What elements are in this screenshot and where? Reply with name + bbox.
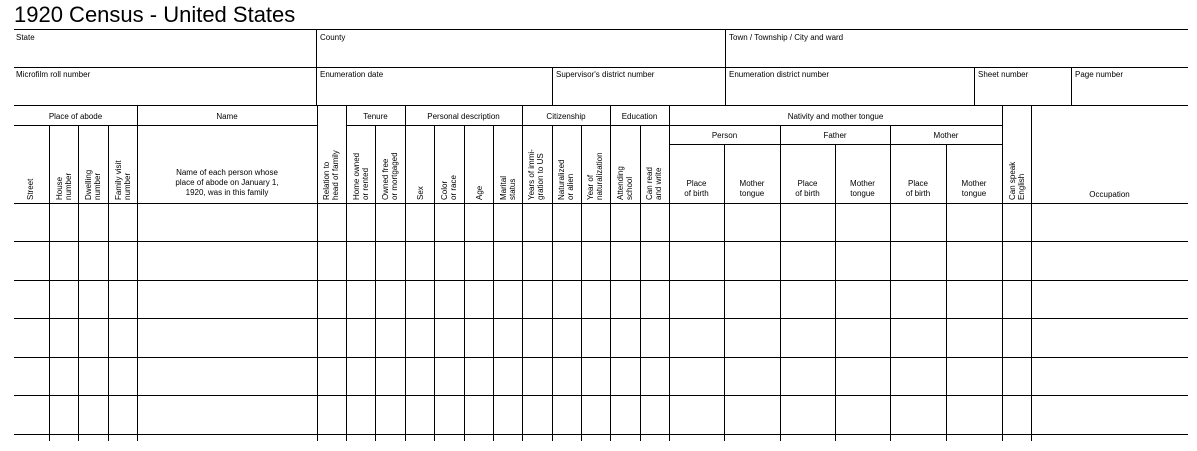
table-row[interactable] xyxy=(14,281,1188,318)
col-house-number: House number xyxy=(55,172,73,200)
col-home-owned: Home owned or rented xyxy=(352,152,370,200)
col-relation: Relation to head of family xyxy=(322,150,340,200)
group-education: Education xyxy=(621,112,658,121)
group-place-of-abode: Place of abode xyxy=(48,112,103,121)
group-tenure: Tenure xyxy=(363,112,388,121)
col-person-place-of-birth: Place of birth xyxy=(684,179,709,198)
microfilm-field[interactable]: Microfilm roll number xyxy=(16,70,91,79)
page-title: 1920 Census - United States xyxy=(14,2,296,27)
table-row[interactable] xyxy=(14,396,1188,434)
group-person: Person xyxy=(711,131,738,140)
group-father: Father xyxy=(823,131,847,140)
page-number-field[interactable]: Page number xyxy=(1075,70,1124,79)
col-person-mother-tongue: Mother tongue xyxy=(739,179,765,198)
col-mother-place-of-birth: Place of birth xyxy=(905,179,931,198)
col-age: Age xyxy=(475,185,484,200)
col-street: Street xyxy=(26,178,35,200)
col-father-mother-tongue: Mother tongue xyxy=(850,179,875,198)
county-field[interactable]: County xyxy=(320,33,346,42)
col-sex: Sex xyxy=(416,186,425,200)
group-nativity: Nativity and mother tongue xyxy=(787,112,884,121)
col-read-write: Can read and write xyxy=(645,167,663,200)
col-family-visit-number: Family visit number xyxy=(114,160,132,200)
col-years-immigration: Years of immi- gration to US xyxy=(527,149,545,200)
sheet-number-field[interactable]: Sheet number xyxy=(978,70,1029,79)
group-name: Name xyxy=(216,112,238,121)
group-citizenship: Citizenship xyxy=(546,112,586,121)
col-father-place-of-birth: Place of birth xyxy=(795,179,820,198)
enumeration-date-field[interactable]: Enumeration date xyxy=(320,70,384,79)
col-mother-mother-tongue: Mother tongue xyxy=(961,179,987,198)
table-row[interactable] xyxy=(14,204,1188,241)
table-row[interactable] xyxy=(14,242,1188,280)
col-naturalized: Naturalized or alien xyxy=(557,159,575,200)
group-mother: Mother xyxy=(933,131,959,140)
col-marital-status: Marital status xyxy=(499,175,517,200)
col-dwelling-number: Dwelling number xyxy=(84,169,102,200)
col-speak-english: Can speak English xyxy=(1008,161,1026,200)
state-field[interactable]: State xyxy=(16,33,35,42)
col-attending-school: Attending school xyxy=(616,166,634,200)
col-color-race: Color or race xyxy=(440,175,458,200)
col-owned-free: Owned free or mortgaged xyxy=(381,152,399,200)
group-personal-description: Personal description xyxy=(427,112,500,121)
table-row[interactable] xyxy=(14,358,1188,395)
town-field[interactable]: Town / Township / City and ward xyxy=(729,33,844,42)
table-row[interactable] xyxy=(14,319,1188,357)
enumeration-district-field[interactable]: Enumeration district number xyxy=(729,70,830,79)
col-year-naturalization: Year of naturalization xyxy=(586,152,604,200)
col-occupation: Occupation xyxy=(1089,190,1130,199)
col-name-description: Name of each person whose place of abode on January 1, 1920, was in this family xyxy=(175,168,279,197)
supervisor-district-field[interactable]: Supervisor's district number xyxy=(556,70,655,79)
